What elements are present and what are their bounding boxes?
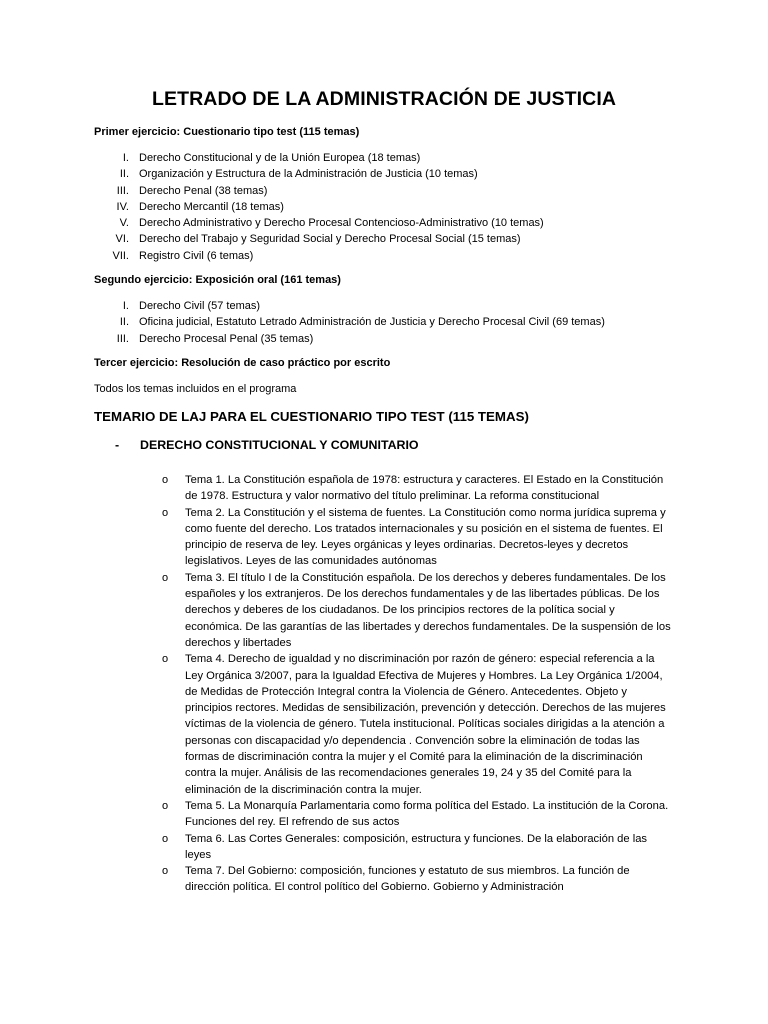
tema-item xyxy=(162,831,674,864)
list-number: IV. xyxy=(116,200,129,213)
tema-item xyxy=(162,651,674,798)
list-number: VII. xyxy=(112,249,129,262)
tema-text: Tema 5. La Monarquía Parlamentaria como forma política del Estado. La institución de la Corona. Funciones del rey. El refrendo de sus actos xyxy=(185,799,669,829)
circle-bullet-icon: o xyxy=(162,474,169,486)
tema-item xyxy=(162,505,674,570)
list-number: III. xyxy=(116,184,129,197)
circle-bullet-icon: o xyxy=(162,865,169,878)
tema-item xyxy=(162,798,674,831)
tercer-ejercicio-note: Todos los temas incluidos en el programa xyxy=(94,383,297,395)
primer-ejercicio-heading: Primer ejercicio: Cuestionario tipo test (115 temas) xyxy=(94,126,360,138)
list-text: Derecho Administrativo y Derecho Procesal Contencioso-Administrativo (10 temas) xyxy=(139,217,544,230)
tema-text: Tema 2. La Constitución y el sistema de fuentes. La Constitución como norma jurídica suprema y como fuente del derecho. Los tratados internacionales y su posición en el sistema de fuentes. El principio de reserva de ley. Leyes orgánicas y leyes ordinarias. Decretos-leyes y decretos legislativos. Leyes de las comunidades autónomas xyxy=(185,506,666,568)
tema-text: Tema 6. Las Cortes Generales: composición, estructura y funciones. De la elaboración de las leyes xyxy=(185,832,648,861)
tercer-ejercicio-heading: Tercer ejercicio: Resolución de caso práctico por escrito xyxy=(94,357,391,369)
tema-list xyxy=(162,472,674,896)
list-text: Derecho Mercantil (18 temas) xyxy=(139,200,284,213)
list-text: Organización y Estructura de la Administración de Justicia (10 temas) xyxy=(139,168,478,181)
list-number: I. xyxy=(122,300,129,312)
tema-item xyxy=(162,863,674,896)
list-number: V. xyxy=(119,217,129,230)
list-text: Oficina judicial, Estatuto Letrado Administración de Justicia y Derecho Procesal Civil (69 temas) xyxy=(139,316,605,329)
list-text: Derecho Constitucional y de la Unión Europea (18 temas) xyxy=(139,152,421,164)
segundo-ejercicio-heading: Segundo ejercicio: Exposición oral (161 temas) xyxy=(94,274,341,286)
list-number: II. xyxy=(119,168,129,181)
list-number: VI. xyxy=(115,233,129,246)
list-text: Derecho Penal (38 temas) xyxy=(139,184,268,197)
tema-item xyxy=(162,472,674,505)
list-text: Derecho del Trabajo y Seguridad Social y Derecho Procesal Social (15 temas) xyxy=(139,233,521,246)
circle-bullet-icon: o xyxy=(162,799,169,812)
dash-marker: - xyxy=(115,438,120,452)
circle-bullet-icon: o xyxy=(162,653,169,666)
tema-text: Tema 4. Derecho de igualdad y no discriminación por razón de género: especial referencia a la Ley Orgánica 3/2007, para la Igualdad Efectiva de Mujeres y Hombres. La Ley Orgánica 1/2004, de Medidas de Protección Integral contra la Violencia de Género. Antecedentes. Objeto y principios rectores. Medidas de sensibilización, prevención y detección. Derechos de las mujeres víctimas de la violencia de género. Tutela institucional. Políticas sociales dirigidas a la atención a personas con discapacidad y/o dependencia . Convención sobre la eliminación de todas las formas de discriminación contra la mujer y el Comité para la eliminación de la discriminación contra la mujer. Análisis de las recomendaciones generales 19, 24 y 35 del Comité para la eliminación de la discriminación contra la mujer. xyxy=(185,653,666,796)
tema-text: Tema 3. El título I de la Constitución española. De los derechos y deberes fundamentales. De los españoles y los extranjeros. De los derechos fundamentales y de las libertades públicas. De los derechos y deberes de los ciudadanos. De los principios rectores de la política social y económica. De las garantías de las libertades y derechos fundamentales. De la suspensión de los derechos y libertades xyxy=(185,571,671,649)
subsection-title: DERECHO CONSTITUCIONAL Y COMUNITARIO xyxy=(140,438,419,452)
list-text: Registro Civil (6 temas) xyxy=(139,249,254,262)
tema-item xyxy=(162,570,674,651)
tema-text: Tema 7. Del Gobierno: composición, funciones y estatuto de sus miembros. La función de dirección política. El control político del Gobierno. Gobierno y Administración xyxy=(185,865,630,894)
circle-bullet-icon: o xyxy=(162,832,169,845)
list-number: III. xyxy=(116,332,129,345)
list-number: II. xyxy=(119,316,129,329)
list-number: I. xyxy=(122,152,129,164)
document-title: LETRADO DE LA ADMINISTRACIÓN DE JUSTICIA xyxy=(151,88,617,110)
tema-text: Tema 1. La Constitución española de 1978: estructura y caracteres. El Estado en la Constitución de 1978. Estructura y valor normativo del título preliminar. La reforma constitucional xyxy=(185,474,664,503)
temario-title: TEMARIO DE LAJ PARA EL CUESTIONARIO TIPO TEST (115 TEMAS) xyxy=(94,409,529,424)
circle-bullet-icon: o xyxy=(162,506,169,519)
circle-bullet-icon: o xyxy=(162,571,169,584)
list-text: Derecho Civil (57 temas) xyxy=(139,300,261,312)
list-text: Derecho Procesal Penal (35 temas) xyxy=(139,332,314,345)
